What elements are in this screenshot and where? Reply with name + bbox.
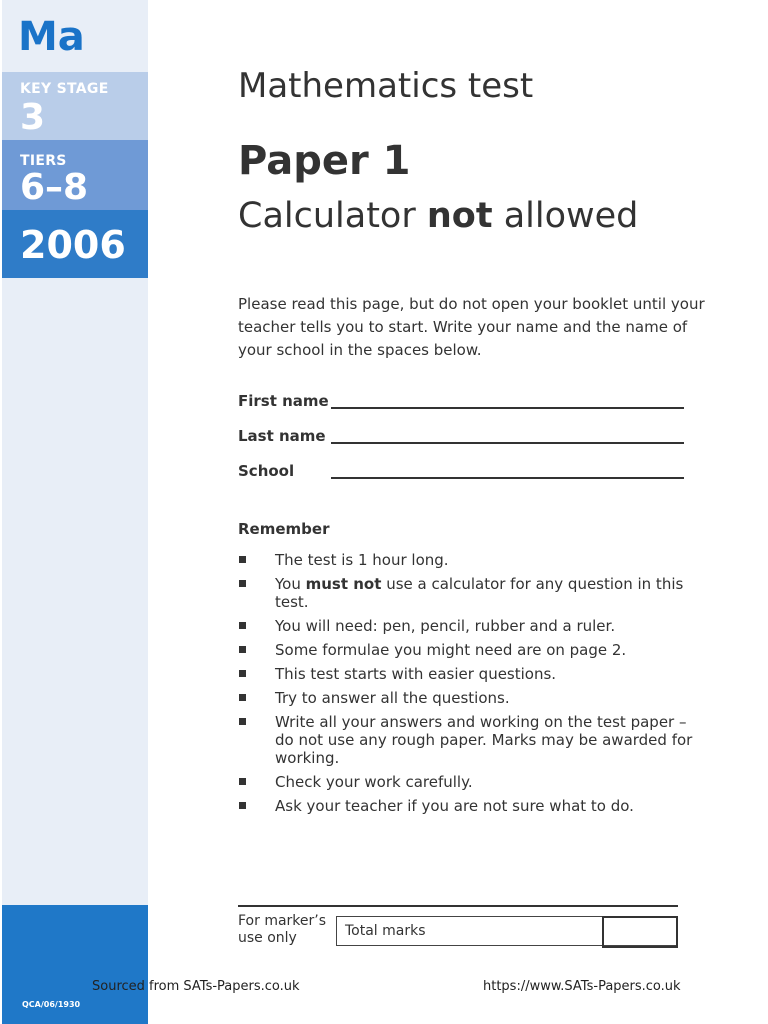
- remember-item-text-suffix: use a calculator for any question in this test.: [275, 575, 684, 611]
- remember-item: [238, 551, 708, 569]
- subject-label: Ma: [18, 14, 85, 60]
- bullet-square-icon: [239, 556, 246, 563]
- remember-item-text: You will need: pen, pencil, rubber and a ruler.: [275, 617, 616, 635]
- school-line[interactable]: [331, 477, 684, 479]
- school-label: School: [238, 462, 295, 480]
- calculator-notice-bold: not: [426, 196, 493, 236]
- remember-item-emphasis: must not: [305, 575, 382, 593]
- remember-item: [238, 641, 708, 659]
- remember-item: [238, 665, 708, 683]
- marker-label: [238, 913, 326, 947]
- calculator-notice-suffix: allowed: [492, 196, 639, 236]
- document-code: QCA/06/1930: [22, 1000, 81, 1009]
- remember-item-text: Write all your answers and working on the test paper – do not use any rough paper. Marks may be awarded for working.: [275, 713, 693, 767]
- remember-item: [238, 797, 708, 815]
- marker-label-line1: For marker’s: [238, 913, 327, 929]
- first-name-field[interactable]: [238, 392, 688, 414]
- total-marks-score-box[interactable]: [602, 916, 678, 948]
- school-field[interactable]: [238, 462, 688, 484]
- total-marks-label: Total marks: [345, 923, 426, 939]
- bullet-square-icon: [239, 622, 246, 629]
- test-title: Mathematics test: [238, 66, 534, 106]
- first-name-label: First name: [238, 392, 329, 410]
- remember-item-text: This test starts with easier questions.: [275, 665, 557, 683]
- remember-item: [238, 617, 708, 635]
- instructions-paragraph: Please read this page, but do not open your booklet until your teacher tells you to start. Write your name and the name of your school in the spaces below.: [238, 295, 705, 359]
- bullet-square-icon: [239, 778, 246, 785]
- remember-item: [238, 575, 708, 611]
- remember-item: [238, 713, 708, 767]
- calculator-notice: [238, 196, 638, 236]
- remember-item-text: The test is 1 hour long.: [275, 551, 449, 569]
- remember-item-text: You: [275, 575, 306, 593]
- bullet-square-icon: [239, 802, 246, 809]
- remember-item-text: Some formulae you might need are on page 2.: [275, 641, 627, 659]
- paper-title: Paper 1: [238, 138, 411, 184]
- first-name-line[interactable]: [331, 407, 684, 409]
- bullet-square-icon: [239, 694, 246, 701]
- bullet-square-icon: [239, 670, 246, 677]
- remember-item-text: Try to answer all the questions.: [275, 689, 510, 707]
- key-stage-value: 3: [20, 97, 46, 138]
- year-label: 2006: [20, 223, 126, 267]
- source-credit: Sourced from SATs-Papers.co.uk: [92, 979, 300, 994]
- source-url[interactable]: https://www.SATs-Papers.co.uk: [483, 979, 681, 994]
- last-name-label: Last name: [238, 427, 326, 445]
- key-stage-label: KEY STAGE: [20, 81, 109, 97]
- marker-divider: [238, 905, 678, 907]
- bullet-square-icon: [239, 718, 246, 725]
- remember-item-text: Ask your teacher if you are not sure what to do.: [275, 797, 634, 815]
- remember-item: [238, 773, 708, 791]
- calculator-notice-prefix: Calculator: [238, 196, 427, 236]
- marker-label-line2: use only: [238, 930, 297, 946]
- bullet-square-icon: [239, 580, 246, 587]
- remember-list: [238, 551, 708, 821]
- tiers-label: TIERS: [20, 153, 67, 169]
- last-name-line[interactable]: [331, 442, 684, 444]
- tiers-value: 6–8: [20, 167, 89, 208]
- remember-item: [238, 689, 708, 707]
- remember-item-text: Check your work carefully.: [275, 773, 473, 791]
- last-name-field[interactable]: [238, 427, 688, 449]
- remember-heading: Remember: [238, 520, 330, 538]
- bullet-square-icon: [239, 646, 246, 653]
- total-marks-box: [336, 916, 678, 946]
